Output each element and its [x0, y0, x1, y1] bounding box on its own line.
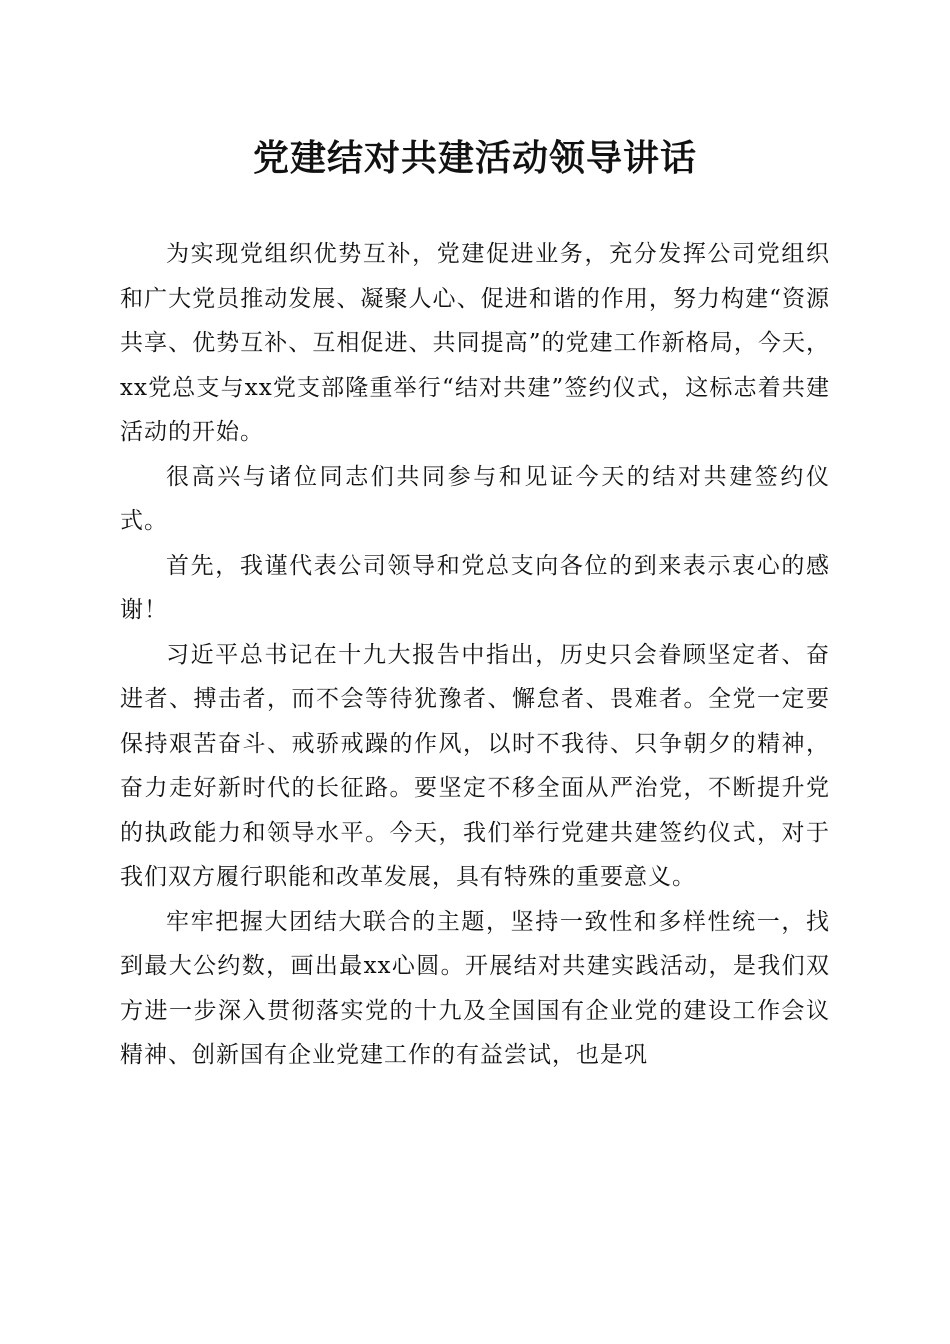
paragraph-quote: 习近平总书记在十九大报告中指出，历史只会眷顾坚定者、奋进者、搏击者，而不会等待犹豫者、懈怠者、畏难者。全党一定要保持艰苦奋斗、戒骄戒躁的作风，以时不我待、只争朝夕的精神，奋力走好新时代的长征路。要坚定不移全面从严治党，不断提升党的执政能力和领导水平。今天，我们举行党建共建签约仪式，对于我们双方履行职能和改革发展，具有特殊的重要意义。: [120, 641, 830, 890]
paragraph-theme: 牢牢把握大团结大联合的主题，坚持一致性和多样性统一，找到最大公约数，画出最xx心圆。开展结对共建实践活动，是我们双方进一步深入贯彻落实党的十九及全国国有企业党的建设工作会议精神、创新国有企业党建工作的有益尝试，也是巩: [120, 908, 830, 1068]
document-body: [120, 232, 830, 1078]
document-title: 党建结对共建活动领导讲话: [252, 138, 697, 179]
paragraph-thanks: 首先，我谨代表公司领导和党总支向各位的到来表示衷心的感谢！: [120, 552, 830, 623]
paragraph-greeting: 很高兴与诸位同志们共同参与和见证今天的结对共建签约仪式。: [120, 463, 830, 534]
paragraph-intro: 为实现党组织优势互补，党建促进业务，充分发挥公司党组织和广大党员推动发展、凝聚人心、促进和谐的作用，努力构建“资源共享、优势互补、互相促进、共同提高”的党建工作新格局，今天，xx党总支与xx党支部隆重举行“结对共建”签约仪式，这标志着共建活动的开始。: [120, 241, 830, 445]
